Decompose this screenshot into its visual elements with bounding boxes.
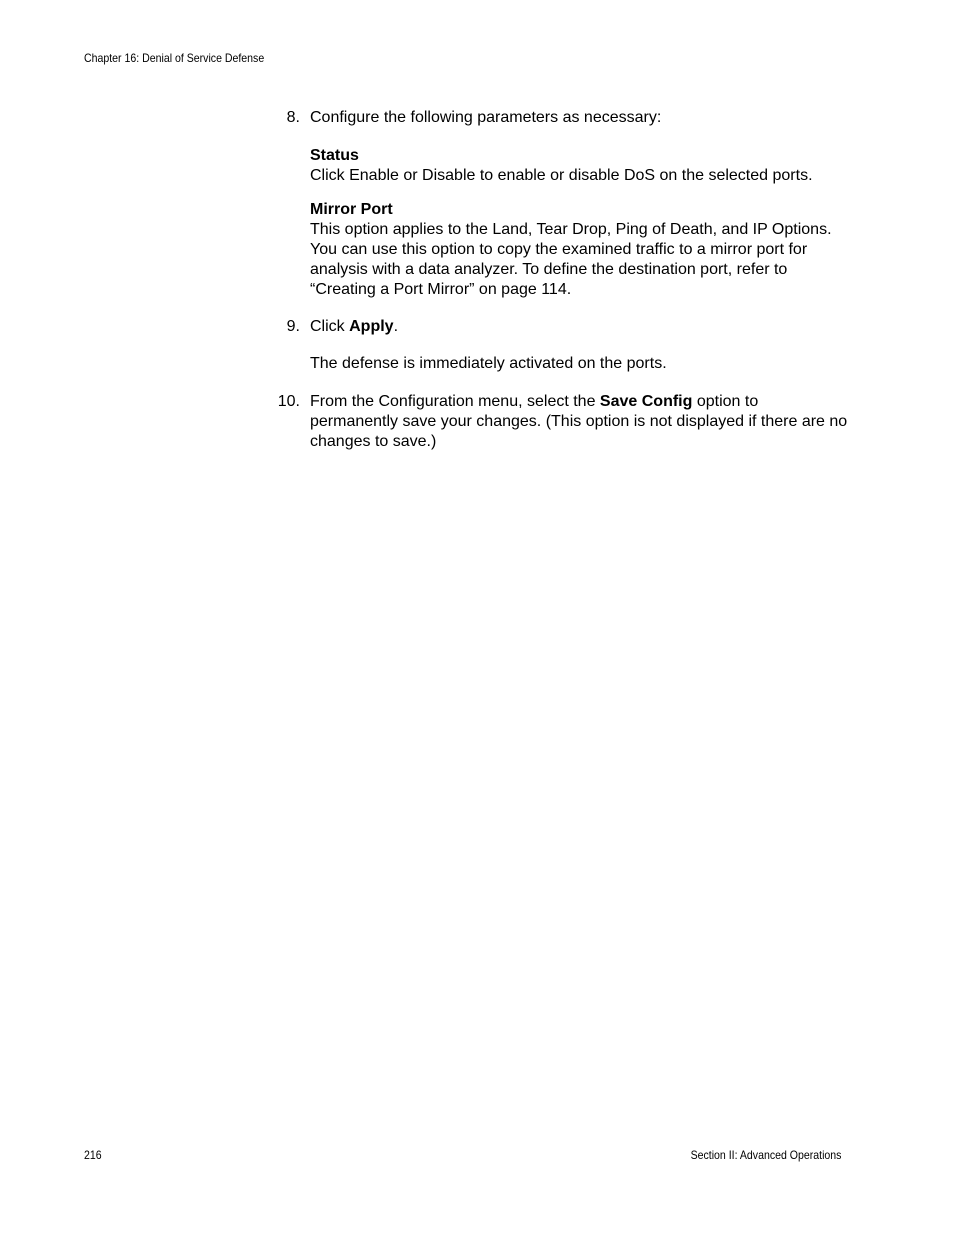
save-config-reference: Save Config — [599, 393, 693, 410]
parameter-status — [310, 146, 850, 186]
step-text — [310, 317, 850, 337]
parameter-description: Click Enable or Disable to enable or disable DoS on the selected ports. — [310, 167, 813, 184]
footer-section-title: Section II: Advanced Operations — [690, 1148, 841, 1162]
running-header: Chapter 16: Denial of Service Defense — [84, 51, 265, 65]
step-10 — [277, 392, 850, 452]
step-number: 9. — [286, 318, 300, 335]
step-text: Configure the following parameters as necessary: — [310, 109, 662, 126]
step-text-before: Click — [310, 318, 350, 335]
step-text — [310, 392, 850, 452]
step-text-after: . — [393, 318, 399, 335]
step-number: 8. — [286, 109, 300, 126]
step-text-after: option to permanently save your changes. (This option is not displayed if there are no changes to save.) — [310, 393, 848, 450]
step-9 — [286, 317, 850, 374]
parameter-term: Mirror Port — [310, 201, 393, 218]
step-8 — [286, 108, 850, 300]
page-number: 216 — [84, 1148, 102, 1162]
parameter-description: This option applies to the Land, Tear Drop, Ping of Death, and IP Options. You can use this option to copy the examined traffic to a mirror port for analysis with a data analyzer. To define the destination port, refer to “Creating a Port Mirror” on page 114. — [310, 221, 832, 298]
parameter-term: Status — [310, 147, 359, 164]
step-number: 10. — [277, 393, 300, 410]
step-text-before: From the Configuration menu, select the — [310, 393, 600, 410]
main-content — [277, 108, 850, 452]
step-note: The defense is immediately activated on the ports. — [310, 355, 667, 372]
parameter-mirror-port — [310, 200, 850, 300]
apply-reference: Apply — [349, 318, 394, 335]
